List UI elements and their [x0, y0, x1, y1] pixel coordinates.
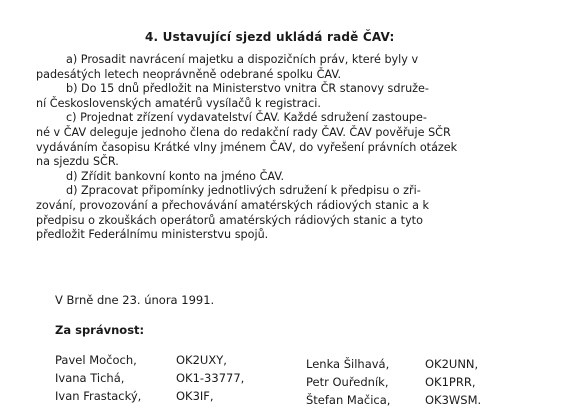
signatory-callsign: OK2UNN, — [425, 357, 479, 371]
signatory-row — [55, 387, 214, 405]
signatory-callsign: OK2UXY, — [176, 353, 227, 367]
signatories-right — [306, 355, 482, 409]
item-d-line-1: d) Zřídit bankovní konto na jméno ČAV. — [66, 169, 285, 183]
item-e-line-4: předložit Federálnímu ministerstvu spojů. — [36, 228, 269, 242]
item-c-line-2: né v ČAV deleguje jednoho člena do redakční rady ČAV. ČAV pověřuje SČR — [36, 125, 451, 139]
signatory-row — [306, 391, 482, 409]
section-title: 4. Ustavující sjezd ukládá radě ČAV: — [145, 30, 395, 44]
item-a-line-1: a) Prosadit navrácení majetku a dispozičních práv, které byly v — [66, 53, 419, 66]
item-c-line-4: na sjezdu SČR. — [36, 155, 119, 169]
signatory-name: Ivan Frastacký, — [55, 389, 142, 403]
item-b-line-2: ní Československých amatérů vysílačů k registraci. — [36, 96, 321, 110]
signatory-row — [55, 369, 245, 387]
signatory-name: Lenka Šilhavá, — [306, 357, 390, 371]
signatory-callsign: OK1-33777, — [176, 371, 245, 385]
signatory-name: Ivana Tichá, — [55, 371, 125, 385]
item-e-line-2: zování, provozování a přechovávání amatérských rádiových stanic a k — [36, 198, 429, 212]
signatories-left — [55, 351, 245, 405]
item-b-line-1: b) Do 15 dnů předložit na Ministerstvo vnitra ČR stanovy sdruže- — [66, 82, 429, 96]
signatory-callsign: OK3IF, — [176, 389, 214, 403]
item-c-line-3: vydáváním časopisu Krátké vlny jménem ČAV, do vyřešení právních otázek — [36, 140, 458, 154]
task-list — [36, 53, 556, 243]
item-c-line-1: c) Projednat zřízení vydavatelství ČAV. Každé sdružení zastoupe- — [66, 111, 427, 125]
signatory-name: Pavel Močoch, — [55, 353, 137, 367]
correctness-label: Za správnost: — [55, 323, 145, 337]
signatory-row — [306, 373, 476, 391]
item-e-line-1: d) Zpracovat připomínky jednotlivých sdružení k předpisu o zři- — [66, 184, 421, 198]
signatory-callsign: OK3WSM. — [425, 393, 482, 407]
date-line: V Brně dne 23. února 1991. — [55, 293, 215, 307]
item-a-line-2: padesátých letech neoprávněně odebrané spolku ČAV. — [36, 67, 342, 81]
signatory-callsign: OK1PRR, — [425, 375, 476, 389]
signatory-row — [55, 351, 227, 369]
item-e-line-3: předpisu o zkouškách operátorů amatérských rádiových stanic a tyto — [36, 213, 423, 227]
signatory-row — [306, 355, 479, 373]
signatory-name: Štefan Mačica, — [306, 393, 391, 407]
signatory-name: Petr Ouředník, — [306, 375, 389, 389]
